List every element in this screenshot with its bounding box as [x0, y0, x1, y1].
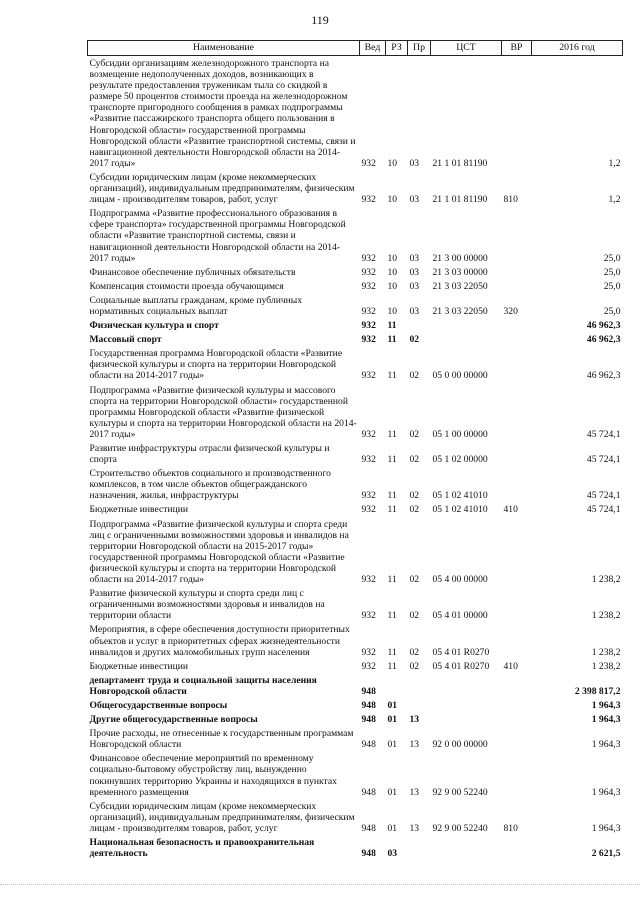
row-sum: 1 964,3: [591, 786, 621, 798]
row-pr: 13: [409, 786, 420, 798]
row-sum: 25,0: [603, 266, 621, 278]
row-cst: 05 4 01 R0270: [432, 660, 490, 672]
table-row: [88, 622, 623, 658]
row-ved: 932: [361, 454, 376, 466]
table-row: [88, 659, 623, 673]
row-pr: 03: [409, 194, 420, 206]
table-row: [88, 441, 623, 466]
row-sum: 1 238,2: [591, 610, 621, 622]
row-ved: 932: [361, 252, 376, 264]
row-cst: [431, 318, 502, 332]
row-pr: 03: [409, 280, 420, 292]
row-ved: 932: [361, 490, 376, 502]
header-rz: РЗ: [386, 41, 408, 56]
row-pr: 03: [409, 266, 420, 278]
row-vr: 410: [503, 504, 518, 516]
row-cst: 92 9 00 52240: [432, 822, 488, 834]
row-rz: 10: [387, 305, 398, 317]
table-row: [88, 673, 623, 698]
row-vr: 810: [503, 194, 518, 206]
row-pr: [408, 698, 431, 712]
row-ved: 948: [361, 685, 376, 697]
row-name: Общегосударственные вопросы: [89, 699, 228, 711]
row-pr: [408, 835, 431, 860]
row-rz: 01: [387, 714, 398, 726]
row-sum: 2 621,5: [591, 848, 621, 860]
budget-table: [87, 40, 623, 860]
row-sum: 25,0: [603, 305, 621, 317]
row-rz: 03: [387, 848, 398, 860]
row-ved: 948: [361, 786, 376, 798]
scan-edge-line: [0, 884, 640, 886]
row-rz: 11: [387, 428, 397, 440]
row-vr: [502, 346, 532, 382]
row-sum: 1 964,3: [591, 699, 621, 711]
row-ved: 932: [361, 157, 376, 169]
row-name: Бюджетные инвестиции: [89, 660, 188, 672]
row-cst: 05 4 00 00000: [432, 574, 488, 586]
row-pr: 13: [409, 714, 420, 726]
row-name: Прочие расходы, не отнесенные к государственным программам Новгородской области: [89, 728, 354, 751]
row-sum: 45 724,1: [586, 490, 621, 502]
row-pr: 02: [409, 370, 420, 382]
table-row: [88, 206, 623, 264]
row-sum: 1 964,3: [591, 714, 621, 726]
row-vr: [502, 265, 532, 279]
row-pr: 03: [409, 305, 420, 317]
table-row: [88, 170, 623, 206]
header-cst: ЦСТ: [431, 41, 502, 56]
table-row: [88, 517, 623, 587]
table-row: [88, 318, 623, 332]
row-rz: 11: [387, 334, 397, 346]
row-sum: 1 964,3: [591, 739, 621, 751]
row-ved: 932: [361, 334, 376, 346]
row-rz: 10: [387, 280, 398, 292]
row-cst: 21 3 00 00000: [432, 252, 488, 264]
row-rz: [386, 673, 408, 698]
row-cst: 05 1 00 00000: [432, 428, 488, 440]
row-vr: [502, 751, 532, 798]
row-cst: [431, 673, 502, 698]
row-pr: 02: [409, 334, 420, 346]
row-ved: 932: [361, 370, 376, 382]
table-row: [88, 712, 623, 726]
row-ved: 948: [361, 822, 376, 834]
row-vr: [502, 835, 532, 860]
row-ved: 948: [361, 848, 376, 860]
row-sum: 45 724,1: [586, 454, 621, 466]
row-cst: 21 1 01 81190: [432, 157, 488, 169]
row-ved: 932: [361, 320, 376, 332]
row-sum: 45 724,1: [586, 504, 621, 516]
row-sum: 1,2: [608, 157, 621, 169]
table-row: [88, 726, 623, 751]
row-sum: 1 964,3: [591, 822, 621, 834]
row-rz: 11: [387, 490, 397, 502]
table-row: [88, 279, 623, 293]
row-cst: [431, 332, 502, 346]
row-rz: 11: [387, 454, 397, 466]
row-sum: 1 238,2: [591, 646, 621, 658]
header-pr: Пр: [408, 41, 431, 56]
row-name: Финансовое обеспечение публичных обязательств: [89, 266, 296, 278]
row-pr: 02: [409, 646, 420, 658]
row-sum: 46 962,3: [586, 320, 621, 332]
row-name: Массовый спорт: [89, 334, 162, 346]
table-row: [88, 265, 623, 279]
row-vr: [502, 206, 532, 264]
row-vr: 410: [503, 660, 518, 672]
page-number: 119: [311, 13, 329, 27]
row-cst: 21 3 03 22050: [432, 280, 488, 292]
row-cst: 05 4 01 00000: [432, 610, 488, 622]
row-name: Подпрограмма «Развитие профессионального образования в сфере транспорта» государственной программы Новгородской области «Развитие транспортной системы, связи и навигационной деятельности Новгородской области на 2014-2017 годы»: [89, 208, 346, 264]
table-row: [88, 293, 623, 318]
row-sum: 46 962,3: [586, 370, 621, 382]
row-name: Другие общегосударственные вопросы: [89, 714, 258, 726]
table-row: [88, 799, 623, 835]
row-rz: 01: [387, 739, 398, 751]
row-cst: 05 1 02 41010: [432, 490, 488, 502]
row-vr: [502, 318, 532, 332]
row-rz: 10: [387, 252, 398, 264]
row-vr: [502, 383, 532, 441]
row-pr: 03: [409, 157, 420, 169]
table-row: [88, 698, 623, 712]
row-pr: 02: [409, 490, 420, 502]
row-cst: 21 1 01 81190: [432, 194, 488, 206]
row-ved: 932: [361, 574, 376, 586]
row-vr: [502, 698, 532, 712]
row-ved: 932: [361, 610, 376, 622]
row-rz: 01: [387, 699, 398, 711]
row-ved: 932: [361, 504, 376, 516]
row-vr: [502, 586, 532, 622]
row-ved: 932: [361, 646, 376, 658]
row-rz: 10: [387, 266, 398, 278]
row-pr: [408, 318, 431, 332]
row-sum: 1,2: [608, 194, 621, 206]
row-vr: 320: [503, 305, 518, 317]
table-row: [88, 466, 623, 502]
table-row: [88, 332, 623, 346]
row-sum: 1 238,2: [591, 660, 621, 672]
row-name: Национальная безопасность и правоохранительная деятельность: [89, 837, 315, 860]
row-name: Мероприятия, в сфере обеспечения доступности приоритетных объектов и услуг в приоритетных сферах жизнедеятельности инвалидов и других маломобильных групп населения: [89, 624, 350, 658]
row-vr: [502, 726, 532, 751]
header-ved: Вед: [360, 41, 386, 56]
row-vr: [502, 712, 532, 726]
row-cst: 21 3 03 22050: [432, 305, 488, 317]
row-sum: 2 398 817,2: [574, 685, 621, 697]
row-pr: 02: [409, 504, 420, 516]
row-name: департамент труда и социальной защиты населения Новгородской области: [89, 674, 317, 697]
row-name: Развитие инфраструктуры отрасли физической культуры и спорта: [89, 443, 330, 466]
row-vr: [502, 441, 532, 466]
row-name: Субсидии юридическим лицам (кроме некоммерческих организаций), индивидуальным предпринимателям, физическим лицам - производителям товаров, работ, услуг: [89, 800, 355, 834]
row-cst: 05 1 02 00000: [432, 454, 488, 466]
row-sum: 46 962,3: [586, 334, 621, 346]
row-ved: 932: [361, 660, 376, 672]
table-row: [88, 56, 623, 170]
row-name: Компенсация стоимости проезда обучающимся: [89, 280, 284, 292]
row-name: Развитие физической культуры и спорта среди лиц с ограниченными возможностями здоровья и инвалидов на территории области: [89, 588, 325, 622]
row-rz: 11: [387, 574, 397, 586]
row-name: Бюджетные инвестиции: [89, 504, 188, 516]
row-pr: 02: [409, 610, 420, 622]
row-pr: 02: [409, 574, 420, 586]
row-pr: 13: [409, 822, 420, 834]
table-body: [88, 56, 623, 861]
row-ved: 948: [361, 714, 376, 726]
table-row: [88, 835, 623, 860]
row-rz: 10: [387, 194, 398, 206]
row-cst: 21 3 03 00000: [432, 266, 488, 278]
row-ved: 932: [361, 305, 376, 317]
table-header: [88, 41, 623, 56]
row-rz: 11: [387, 320, 397, 332]
row-cst: 92 0 00 00000: [432, 739, 488, 751]
row-vr: [502, 673, 532, 698]
header-vr: ВР: [502, 41, 532, 56]
row-rz: 11: [387, 504, 397, 516]
row-cst: 05 0 00 00000: [432, 370, 488, 382]
row-pr: 02: [409, 428, 420, 440]
row-name: Финансовое обеспечение мероприятий по временному социально-бытовому обустройству лиц, вынужденно покинувших территорию Украины и находящихся в пунктах временного размещения: [89, 753, 337, 798]
table-row: [88, 502, 623, 516]
row-name: Субсидии юридическим лицам (кроме некоммерческих организаций), индивидуальным предпринимателям, физическим лицам - производителям товаров, работ, услуг: [89, 171, 355, 206]
table-row: [88, 346, 623, 382]
row-name: Государственная программа Новгородской области «Развитие физической культуры и спорта на территории Новгородской области на 2014-2017 годы»: [89, 348, 343, 382]
row-rz: 01: [387, 822, 398, 834]
row-cst: [431, 712, 502, 726]
row-rz: 11: [387, 660, 397, 672]
row-pr: 03: [409, 252, 420, 264]
row-name: Физическая культура и спорт: [89, 320, 219, 332]
table-row: [88, 586, 623, 622]
row-cst: [431, 835, 502, 860]
row-cst: 05 4 01 R0270: [432, 646, 490, 658]
row-cst: [431, 698, 502, 712]
row-vr: [502, 332, 532, 346]
row-pr: 02: [409, 660, 420, 672]
header-year: 2016 год: [532, 41, 623, 56]
row-pr: 13: [409, 739, 420, 751]
row-sum: 45 724,1: [586, 428, 621, 440]
row-pr: 02: [409, 454, 420, 466]
row-name: Социальные выплаты гражданам, кроме публичных нормативных социальных выплат: [89, 294, 303, 317]
row-ved: 932: [361, 266, 376, 278]
row-pr: [408, 673, 431, 698]
row-rz: 01: [387, 786, 398, 798]
row-ved: 932: [361, 280, 376, 292]
table-row: [88, 383, 623, 441]
row-sum: 25,0: [603, 252, 621, 264]
row-rz: 10: [387, 157, 398, 169]
row-vr: 810: [503, 822, 518, 834]
row-ved: 948: [361, 699, 376, 711]
table-row: [88, 751, 623, 798]
row-name: Строительство объектов социального и производственного комплексов, в том числе объектов общегражданского назначения, жилья, инфраструктуры: [89, 468, 331, 502]
row-ved: 948: [361, 739, 376, 751]
row-sum: 25,0: [603, 280, 621, 292]
row-name: Подпрограмма «Развитие физической культуры и массового спорта на территории Новгородской области» государственной программы Новгородской области «Развитие физической культуры и спорта на территории Новгородской области на 2014-2017 годы»: [89, 384, 357, 440]
row-vr: [502, 517, 532, 587]
row-cst: 92 9 00 52240: [432, 786, 488, 798]
row-vr: [502, 622, 532, 658]
row-rz: 11: [387, 610, 397, 622]
row-name: Субсидии организациям железнодорожного транспорта на возмещение недополученных доходов, возникающих в результате предоставления труженикам тыла со скидкой в размере 50 процентов стоимости проезда на железнодорожном транспорте пригородного сообщения в рамках подпрограммы «Развитие пассажирского транспорта общего пользования в Новгородской области» государственной программы Новгородской области «Развитие транспортной системы, связи и навигационной деятельности Новгородской области на 2014-2017 годы»: [89, 58, 356, 169]
row-vr: [502, 279, 532, 293]
header-name: Наименование: [88, 41, 360, 56]
row-vr: [502, 466, 532, 502]
row-rz: 11: [387, 370, 397, 382]
row-sum: 1 238,2: [591, 574, 621, 586]
row-vr: [502, 56, 532, 170]
row-ved: 932: [361, 194, 376, 206]
row-cst: 05 1 02 41010: [432, 504, 488, 516]
row-name: Подпрограмма «Развитие физической культуры и спорта среди лиц с ограниченными возможностями здоровья и инвалидов на территории Новгородской области на 2015-2017 годы» государственной программы Новгородской области «Развитие физической культуры и спорта на территории Новгородской области на 2014-2017 годы»: [89, 518, 349, 586]
row-rz: 11: [387, 646, 397, 658]
row-ved: 932: [361, 428, 376, 440]
